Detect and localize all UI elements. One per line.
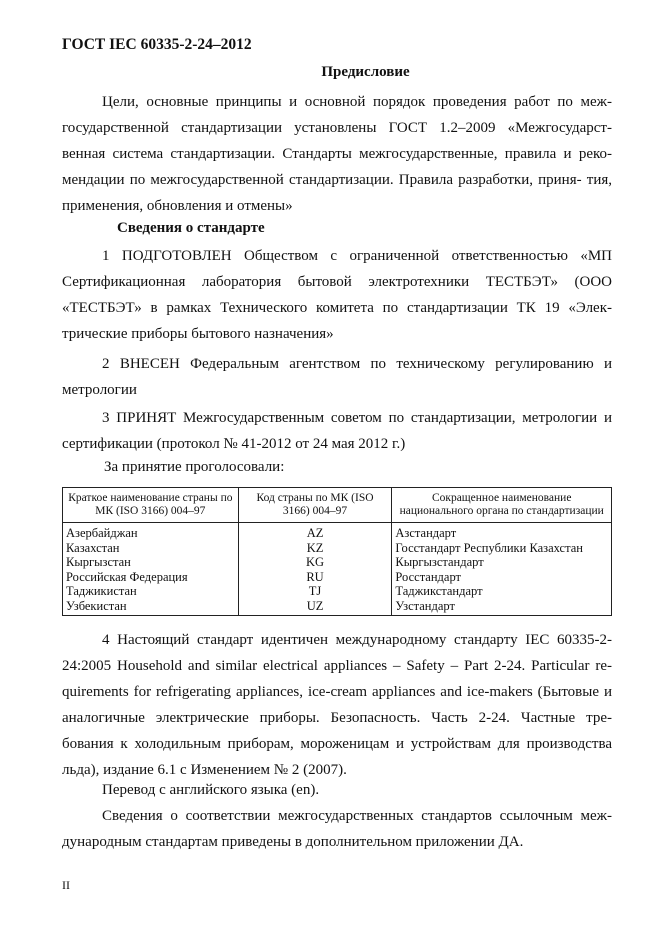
correspondence-paragraph [62, 803, 612, 855]
table-cell-body: Таджикстандарт [392, 584, 612, 599]
table-cell-country: Кыргызстан [63, 555, 239, 570]
table-header-row [63, 488, 612, 523]
item-4-paragraph [62, 627, 612, 783]
table-cell-body: Узстандарт [392, 599, 612, 616]
table-cell-code: UZ [238, 599, 392, 616]
table-cell-country: Азербайджан [63, 523, 239, 541]
table-cell-body: Кыргызстандарт [392, 555, 612, 570]
table-cell-country: Российская Федерация [63, 570, 239, 585]
item-3-text: 3 ПРИНЯТ Межгосударственным советом по стандартизации, метрологии и сертификации (протокол № 41-2012 от 24 мая 2012 г.) [62, 410, 613, 452]
table-cell-country: Узбекистан [63, 599, 239, 616]
table-cell-country: Таджикистан [63, 584, 239, 599]
item-1-paragraph [62, 243, 612, 347]
item-4-text: 4 Настоящий стандарт идентичен международному стандарту IEC 60335-2- 24:2005 Household and similar electrical appliances – Safety – Part 2-24. Particular re- quirements for refrigerating appliances, ice-cream appliances and ice-makers (Бытовые и аналогичные электрические приборы. Безопасность. Часть 2-24. Частные тре- бования к холодильным приборам, мороженицам и устройствам для производства льда), издание 6.1 с Изменением № 2 (2007). [62, 632, 612, 778]
document-header: ГОСТ IEC 60335-2-24–2012 [62, 36, 252, 53]
table-header-code: Код страны по МК (ISO 3166) 004–97 [238, 488, 392, 523]
table-cell-code: TJ [238, 584, 392, 599]
intro-text: Цели, основные принципы и основной порядок проведения работ по меж- государственной стандартизации установлены ГОСТ 1.2–2009 «Межгосударст- венная система стандартизации. Стандарты межгосударственные, правила и реко- мендации по межгосударственной стандартизации. Правила разработки, приня- тия, применения, обновления и отмены» [62, 94, 612, 214]
table-cell-body: Азстандарт [392, 523, 612, 541]
table-cell-code: KG [238, 555, 392, 570]
table-cell-country: Казахстан [63, 541, 239, 556]
table-cell-code: AZ [238, 523, 392, 541]
table-row [63, 541, 612, 556]
table-row [63, 555, 612, 570]
table-row [63, 570, 612, 585]
page-number: II [62, 878, 70, 892]
section-title: Сведения о стандарте [117, 220, 265, 236]
item-1-text: 1 ПОДГОТОВЛЕН Обществом с ограниченной ответственностью «МП Сертификационная лаборатория бытовой электротехники ТЕСТБЭТ» (ООО «ТЕСТБЭТ» в рамках Технического комитета по стандартизации ТК 19 «Элек- трические приборы бытового назначения» [62, 248, 612, 342]
voting-table [62, 487, 612, 616]
table-header-body: Сокращенное наименование национального органа по стандартизации [392, 488, 612, 523]
table-cell-code: KZ [238, 541, 392, 556]
item-2-text: 2 ВНЕСЕН Федеральным агентством по техническому регулированию и метрологии [62, 356, 612, 398]
table-cell-body: Госстандарт Республики Казахстан [392, 541, 612, 556]
table-cell-code: RU [238, 570, 392, 585]
intro-paragraph [62, 89, 612, 219]
table-cell-body: Росстандарт [392, 570, 612, 585]
table-row [63, 523, 612, 541]
vote-label: За принятие проголосовали: [104, 459, 285, 475]
table-header-country: Краткое наименование страны по МК (ISO 3166) 004–97 [63, 488, 239, 523]
correspondence-text: Сведения о соответствии межгосударственных стандартов ссылочным меж- дународным стандартам приведены в дополнительном приложении ДА. [62, 808, 612, 850]
item-2-paragraph [62, 351, 612, 403]
translation-paragraph [62, 777, 612, 803]
translation-text: Перевод с английского языка (en). [102, 782, 320, 798]
table-row [63, 584, 612, 599]
item-3-paragraph [62, 405, 612, 457]
page-title: Предисловие [321, 64, 410, 80]
table-row [63, 599, 612, 616]
